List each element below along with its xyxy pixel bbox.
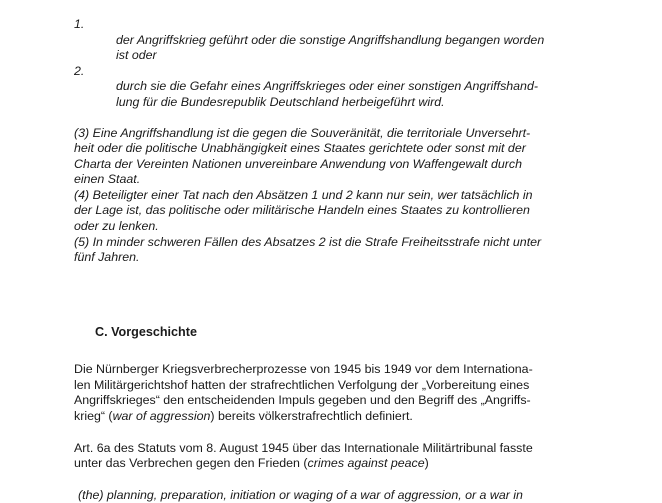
para-4-line-1: (4) Beteiligter einer Tat nach den Absätzen 1 und 2 kann nur sein, wer tatsächlich in (74, 188, 533, 202)
list-item-2-line-1: durch sie die Gefahr eines Angriffskrieges oder einer sonstigen Angriffshand- (116, 79, 538, 93)
para-5-line-1: (5) In minder schweren Fällen des Absatzes 2 ist die Strafe Freiheitsstrafe nicht unter (74, 235, 542, 249)
war-of-aggression-term: war of aggression (112, 409, 211, 423)
para-5-line-2: fünf Jahren. (74, 250, 140, 264)
body-p2-line-2 (74, 455, 429, 471)
para-4-line-3: oder zu lenken. (74, 219, 159, 233)
body-p2-line-2-start: unter das Verbrechen gegen den Frieden ( (74, 456, 308, 470)
list-number-1: 1. (74, 17, 85, 31)
body-p1-line-3: Angriffskrieges“ den entscheidenden Impuls gegeben und den Begriff des „Angriffs- (74, 393, 531, 407)
body-p2-line-2-end: ) (424, 456, 429, 470)
para-3-line-4: einen Staat. (74, 172, 141, 186)
body-p1-line-2: len Militärgerichtshof hatten der strafrechtlichen Verfolgung der „Vorbereitung eines (74, 378, 530, 392)
body-p1-line-4-end: ) bereits völkerstrafrechtlich definiert. (210, 409, 413, 423)
body-p2-line-1: Art. 6a des Statuts vom 8. August 1945 über das Internationale Militärtribunal fasste (74, 441, 533, 455)
para-3-line-3: Charta der Vereinten Nationen unvereinbare Anwendung von Waffengewalt durch (74, 157, 522, 171)
list-item-2-line-2: lung für die Bundesrepublik Deutschland herbeigeführt wird. (116, 95, 445, 109)
body-p1-line-4-start: krieg“ ( (74, 409, 113, 423)
para-3-line-2: heit oder die politische Unabhängigkeit eines Staates gerichtete oder sonst mit der (74, 141, 526, 155)
body-p1-line-1: Die Nürnberger Kriegsverbrecherprozesse von 1945 bis 1949 vor dem Internationa- (74, 362, 533, 376)
body-p1-line-4 (74, 408, 413, 424)
list-item-1-line-1: der Angriffskrieg geführt oder die sonstige Angriffshandlung begangen worden (116, 33, 545, 47)
list-number-2: 2. (74, 64, 85, 78)
list-item-1-line-2: ist oder (116, 48, 157, 62)
section-heading: C. Vorgeschichte (95, 325, 197, 339)
crimes-against-peace-term: crimes against peace (307, 456, 425, 470)
quote-line-1: (the) planning, preparation, initiation or waging of a war of aggression, or a war in (78, 488, 523, 502)
para-3-line-1: (3) Eine Angriffshandlung ist die gegen die Souveränität, die territoriale Unversehrt- (74, 126, 531, 140)
para-4-line-2: der Lage ist, das politische oder militärische Handeln eines Staates zu kontrollieren (74, 203, 530, 217)
